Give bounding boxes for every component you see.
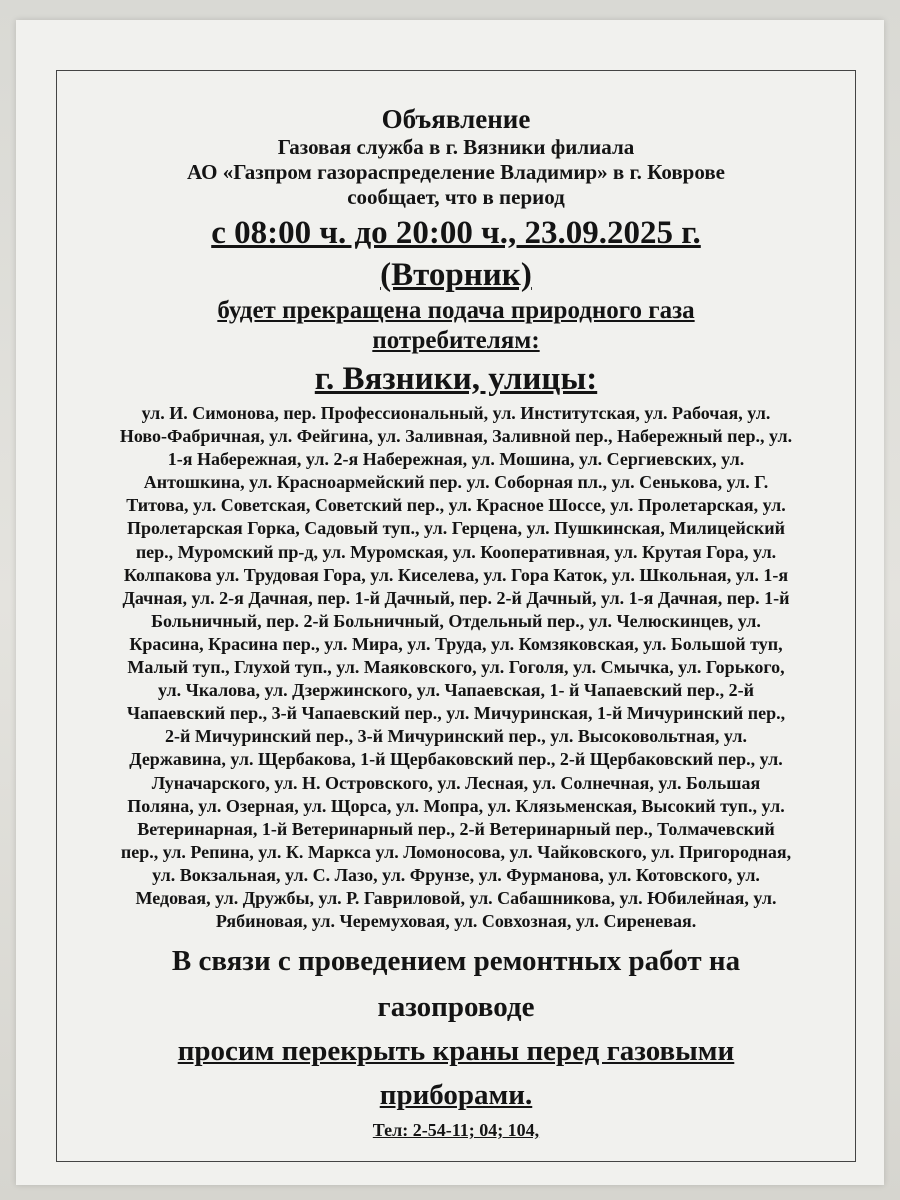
street-list-line: Антошкина, ул. Красноармейский пер. ул. Соборная пл., ул. Сенькова, ул. Г. [143, 472, 769, 493]
street-list-line: ул. Чкалова, ул. Дзержинского, ул. Чапаевская, 1- й Чапаевский пер., 2-й [157, 680, 755, 701]
notice-line-2: потребителям: [372, 327, 540, 354]
street-list-line: Красина, Красина пер., ул. Мира, ул. Труда, ул. Комзяковская, ул. Большой туп, [129, 633, 783, 654]
street-list-line: Медовая, ул. Дружбы, ул. Р. Гавриловой, ул. Сабашникова, ул. Юбилейная, ул. [135, 887, 777, 908]
street-list-line: Малый туп., Глухой туп., ул. Маяковского, ул. Гоголя, ул. Смычка, ул. Горького, [127, 657, 785, 678]
city-heading: г. Вязники, улицы: [314, 361, 598, 397]
street-list-line: Поляна, ул. Озерная, ул. Щорса, ул. Мопра, ул. Клязьменская, Высокий туп., ул. [127, 795, 785, 816]
announcement-title: Объявление [381, 104, 531, 134]
street-list-line: Колпакова ул. Трудовая Гора, ул. Киселева, ул. Гора Каток, ул. Школьная, ул. 1-я [123, 564, 789, 585]
street-list-line: пер., ул. Репина, ул. К. Маркса ул. Ломоносова, ул. Чайковского, ул. Пригородная, [120, 841, 792, 862]
street-list-line: Ветеринарная, 1-й Ветеринарный пер., 2-й Ветеринарный пер., Толмачевский [137, 818, 775, 839]
street-list-line: Ново-Фабричная, ул. Фейгина, ул. Заливная, Заливной пер., Набережный пер., ул. [119, 426, 793, 447]
street-list-line: Больничный, пер. 2-й Больничный, Отдельный пер., ул. Челюскинцев, ул. [151, 610, 761, 631]
paper-sheet [16, 20, 884, 1185]
header-line-1: Газовая служба в г. Вязники филиала [277, 135, 635, 159]
street-list-line: Рябиновая, ул. Черемуховая, ул. Совхозная, ул. Сиреневая. [215, 911, 697, 932]
street-list-line: 2-й Мичуринский пер., 3-й Мичуринский пер., ул. Высоковольтная, ул. [165, 726, 747, 747]
header-line-3: сообщает, что в период [347, 185, 565, 209]
street-list-line: Дачная, ул. 2-я Дачная, пер. 1-й Дачный, пер. 2-й Дачный, ул. 1-я Дачная, пер. 1-й [122, 587, 790, 608]
street-list-line: 1-я Набережная, ул. 2-я Набережная, ул. Мошина, ул. Сергиевских, ул. [167, 449, 745, 470]
request-line-2: приборами. [379, 1079, 533, 1112]
street-list-line: Луначарского, ул. Н. Островского, ул. Лесная, ул. Солнечная, ул. Большая [151, 772, 761, 793]
header-line-2: АО «Газпром газораспределение Владимир» в г. Коврове [186, 160, 725, 184]
street-list-line: Титова, ул. Советская, Советский пер., ул. Красное Шоссе, ул. Пролетарская, ул. [126, 495, 786, 516]
request-line-1: просим перекрыть краны перед газовыми [177, 1035, 735, 1068]
outage-weekday: (Вторник) [380, 257, 532, 293]
street-list-line: пер., Муромский пр-д, ул. Муромская, ул. Кооперативная, ул. Крутая Гора, ул. [135, 541, 777, 562]
street-list-line: ул. Вокзальная, ул. С. Лазо, ул. Фрунзе, ул. Фурманова, ул. Котовского, ул. [152, 864, 760, 885]
reason-line-2: газопроводе [377, 991, 535, 1024]
street-list-line: Пролетарская Горка, Садовый туп., ул. Герцена, ул. Пушкинская, Милицейский [127, 518, 785, 539]
street-list-line: Чапаевский пер., 3-й Чапаевский пер., ул. Мичуринская, 1-й Мичуринский пер., [126, 703, 786, 724]
street-list-line: Державина, ул. Щербакова, 1-й Щербаковский пер., 2-й Щербаковский пер., ул. [129, 749, 783, 770]
street-list [71, 402, 841, 933]
notice-line-1: будет прекращена подача природного газа [217, 297, 695, 324]
outage-period: с 08:00 ч. до 20:00 ч., 23.09.2025 г. [211, 215, 701, 251]
announcement-frame [56, 70, 856, 1162]
phone-numbers: Тел: 2-54-11; 04; 104, [372, 1120, 540, 1141]
street-list-line: ул. И. Симонова, пер. Профессиональный, ул. Институтская, ул. Рабочая, ул. [141, 403, 771, 423]
reason-line-1: В связи с проведением ремонтных работ на [171, 945, 741, 978]
